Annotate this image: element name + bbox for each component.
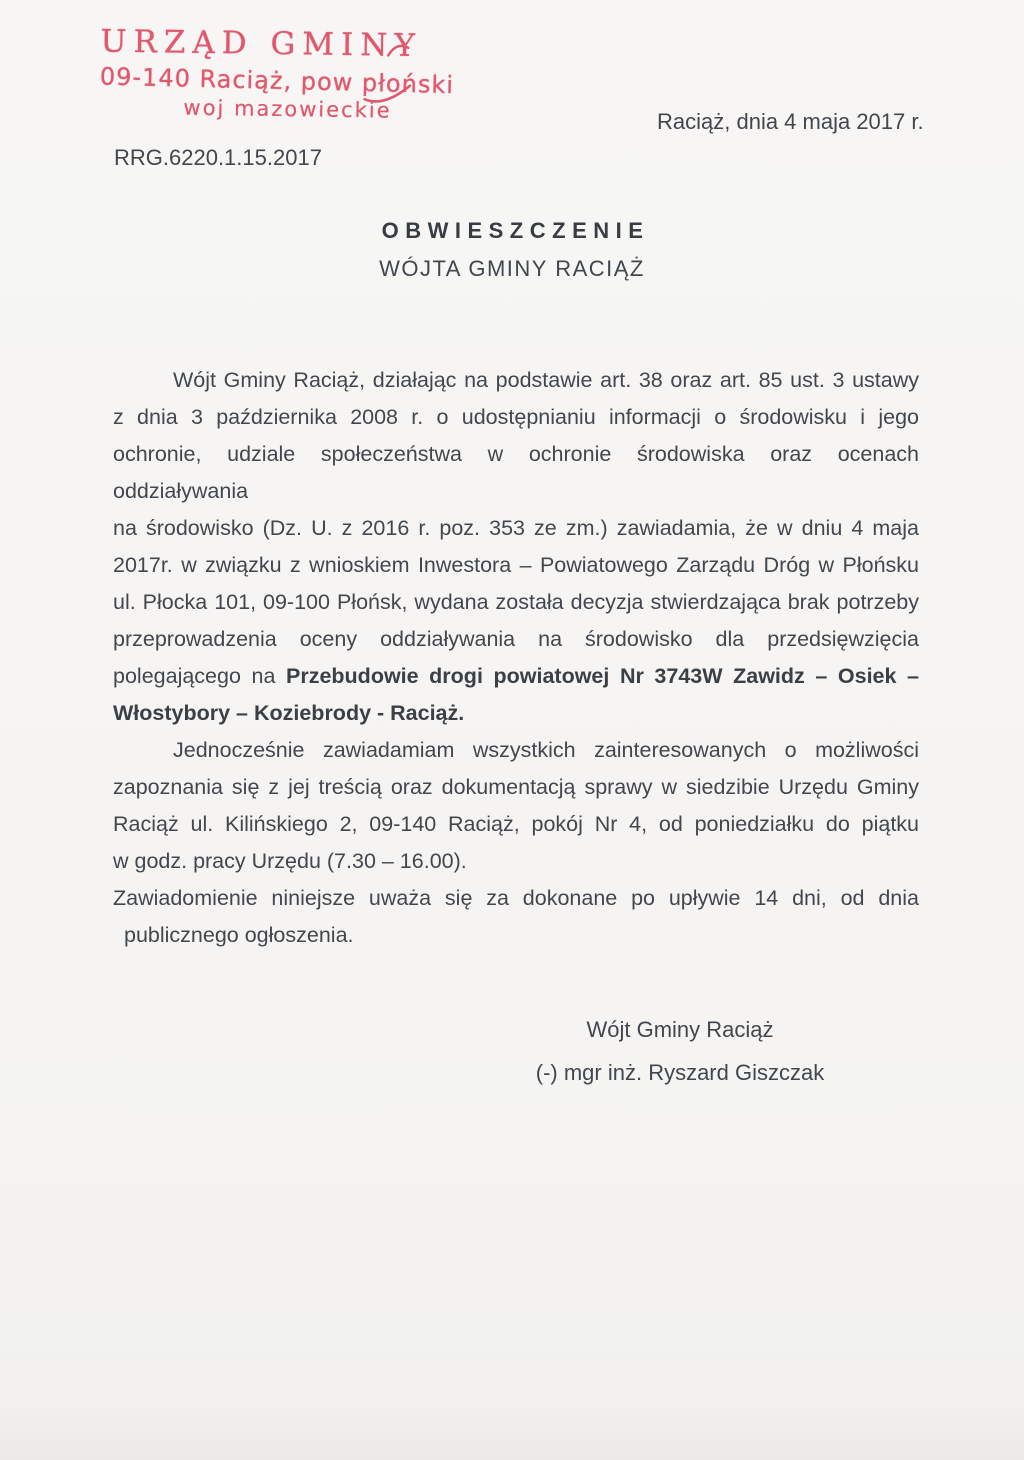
stamp-address: 09-140 Raciąż, pow płoński xyxy=(99,62,455,100)
signature-name: (-) mgr inż. Ryszard Giszczak xyxy=(535,1060,825,1085)
body-line: Wójt Gminy Raciąż, działając na podstawie art. 38 oraz art. 85 ust. 3 ustawy xyxy=(173,368,919,392)
document-title: OBWIESZCZENIE xyxy=(381,218,650,243)
stamp-office-name: URZĄD GMINY xyxy=(100,23,423,64)
body-line: z dnia 3 października 2008 r. o udostępnianiu informacji o środowisku i jego xyxy=(113,405,919,429)
body-line: przeprowadzenia oceny oddziaływania na środowisko dla przedsięwzięcia xyxy=(113,627,919,651)
title-block xyxy=(0,218,1024,282)
body-line: Raciąż ul. Kilińskiego 2, 09-140 Raciąż, pokój Nr 4, od poniedziałku do piątku xyxy=(113,812,919,836)
stamp-flourish-icon xyxy=(386,39,412,63)
office-stamp xyxy=(99,23,460,123)
body-line: ul. Płocka 101, 09-100 Płońsk, wydana została decyzja stwierdzająca brak potrzeby xyxy=(113,590,919,614)
body-line: 2017r. w związku z wnioskiem Inwestora – Powiatowego Zarządu Dróg w Płońsku xyxy=(113,553,919,577)
body-line: Zawiadomienie niniejsze uważa się za dokonane po upływie 14 dni, od dnia xyxy=(113,886,919,910)
body-line: Włostybory – Koziebrody - Raciąż. xyxy=(113,701,465,725)
body-line: ochronie, udziale społeczeństwa w ochronie środowiska oraz ocenach oddziaływania xyxy=(113,442,919,503)
dateline: Raciąż, dnia 4 maja 2017 r. xyxy=(657,109,924,134)
stamp-voivodeship: woj mazowieckie xyxy=(183,95,392,123)
body-line: w godz. pracy Urzędu (7.30 – 16.00). xyxy=(113,849,467,873)
document-body xyxy=(113,362,919,954)
reference-number: RRG.6220.1.15.2017 xyxy=(114,145,322,170)
signature-block xyxy=(480,1008,880,1094)
body-line: zapoznania się z jej treścią oraz dokumentacją sprawy w siedzibie Urzędu Gminy xyxy=(113,775,919,799)
body-line: polegającego na Przebudowie drogi powiatowej Nr 3743W Zawidz – Osiek – xyxy=(113,664,920,688)
document-subtitle: WÓJTA GMINY RACIĄŻ xyxy=(379,256,645,281)
body-line: Jednocześnie zawiadamiam wszystkich zainteresowanych o możliwości xyxy=(173,738,919,762)
signature-title: Wójt Gminy Raciąż xyxy=(586,1017,774,1042)
stamp-flourish-icon xyxy=(362,79,414,110)
body-line: na środowisko (Dz. U. z 2016 r. poz. 353 ze zm.) zawiadamia, że w dniu 4 maja xyxy=(113,516,919,540)
body-line: publicznego ogłoszenia. xyxy=(124,923,354,947)
